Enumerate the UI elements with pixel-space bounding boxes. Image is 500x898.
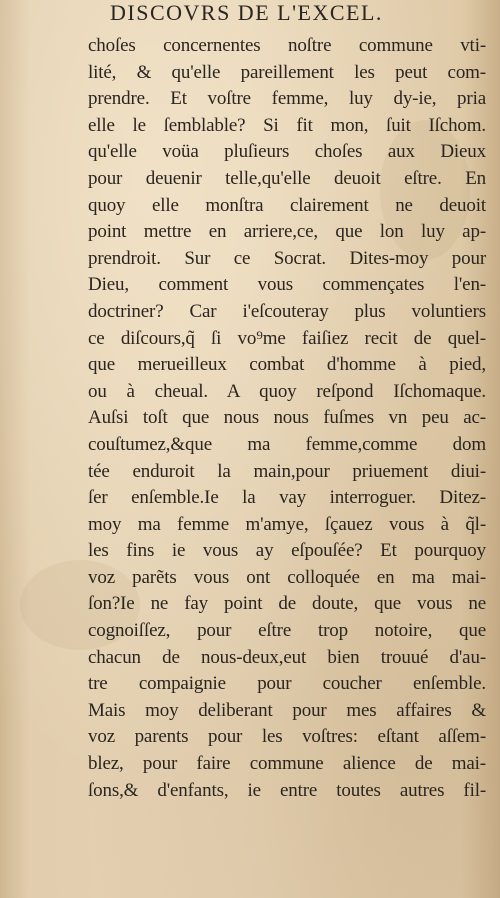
text-line: blez, pour faire commune alience de mai-	[88, 753, 486, 775]
text-line: voz parẽts vous ont colloquée en ma mai-	[88, 566, 486, 588]
text-line: ou à cheual. A quoy reſpond Iſchomaque.	[88, 380, 486, 402]
text-line: quoy elle monſtra clairement ne deuoit	[88, 194, 486, 216]
text-line: cognoiſſez, pour eſtre trop notoire, que	[88, 620, 486, 642]
text-line: qu'elle voüa pluſieurs choſes aux Dieux	[88, 141, 486, 163]
text-line: choſes concernentes noſtre commune vti-	[88, 35, 486, 56]
text-line: moy ma femme m'amye, ſçauez vous à q̃l-	[88, 513, 486, 535]
text-line: Dieu, comment vous commençates l'en-	[88, 274, 486, 296]
text-line: ce diſcours,q̃ ſi vo⁹me faiſiez recit de quel-	[88, 327, 486, 349]
text-line: ſon?Ie ne fay point de doute, que vous ne	[88, 593, 486, 615]
text-block	[88, 33, 486, 804]
text-line: couſtumez,&que ma femme,comme dom	[88, 433, 486, 455]
text-line: point mettre en arriere,ce, que lon luy ap-	[88, 221, 486, 243]
text-line: Mais moy deliberant pour mes affaires &	[88, 699, 486, 721]
text-line: doctriner? Car i'eſcouteray plus voluntiers	[88, 300, 486, 322]
text-line: ſons,& d'enfants, ie entre toutes autres fil-	[88, 779, 486, 801]
text-line: les fins ie vous ay eſpouſée? Et pourquoy	[88, 540, 486, 562]
text-line: Auſsi toſt que nous nous fuſmes vn peu ac-	[88, 407, 486, 429]
text-line: que merueilleux combat d'homme à pied,	[88, 354, 486, 376]
text-line: prendre. Et voſtre femme, luy dy-ie, pria	[88, 88, 486, 110]
text-line: prendroit. Sur ce Socrat. Dites-moy pour	[88, 247, 486, 269]
text-line: voz parents pour les voſtres: eſtant aſſem-	[88, 726, 486, 748]
text-line: elle le ſemblable? Si fit mon, ſuit Iſchom.	[88, 114, 486, 136]
text-line: tée enduroit la main,pour priuement diui-	[88, 460, 486, 482]
text-line: ſer enſemble.Ie la vay interroguer. Ditez-	[88, 487, 486, 509]
running-head: DISCOVRS DE L'EXCEL.	[110, 0, 383, 25]
text-line: lité, & qu'elle pareillement les peut com-	[88, 61, 486, 83]
text-line: pour deuenir telle,qu'elle deuoit eſtre. En	[88, 167, 486, 189]
text-line: tre compaignie pour coucher enſemble.	[88, 673, 486, 695]
text-line: chacun de nous-deux,eut bien trouué d'au-	[88, 646, 486, 668]
